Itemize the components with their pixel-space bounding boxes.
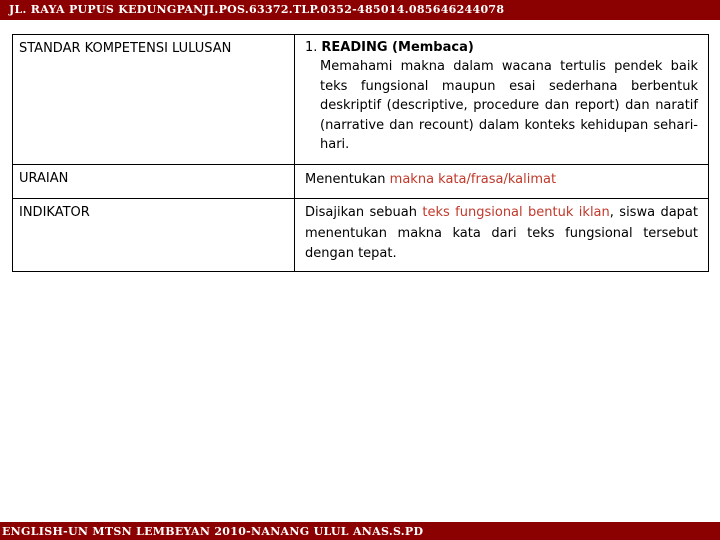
uraian-label: URAIAN bbox=[13, 165, 295, 199]
table-row-skl bbox=[13, 35, 709, 165]
indikator-label: INDIKATOR bbox=[13, 199, 295, 272]
uraian-highlight: makna kata/frasa/kalimat bbox=[389, 172, 557, 187]
indikator-suffix: , siswa dapat menentukan makna kata dari teks fungsional tersebut dengan tepat. bbox=[305, 205, 698, 261]
reading-title: READING (Membaca) bbox=[321, 40, 474, 55]
reading-heading bbox=[305, 39, 698, 57]
reading-description: Memahami makna dalam wacana tertulis pendek baik teks fungsional maupun esai sederhana berbentuk deskriptif (descriptive, procedure dan report) dan naratif (narrative dan recount) dalam konteks kehidupan sehari-hari. bbox=[320, 59, 698, 152]
indikator-highlight: teks fungsional bentuk iklan bbox=[422, 205, 610, 220]
skl-content bbox=[295, 35, 709, 165]
header-address: JL. RAYA PUPUS KEDUNGPANJI.POS.63372.TLP.0352-485014.085646244078 bbox=[9, 3, 505, 16]
uraian-text bbox=[305, 169, 698, 189]
table-row-uraian bbox=[13, 165, 709, 199]
indikator-prefix: Disajikan sebuah bbox=[305, 205, 423, 220]
footer-text: ENGLISH-UN MTSN LEMBEYAN 2010-NANANG ULUL ANAS.S.PD bbox=[2, 525, 424, 538]
uraian-content bbox=[295, 165, 709, 199]
skl-label: STANDAR KOMPETENSI LULUSAN bbox=[13, 35, 295, 165]
table-row-indikator bbox=[13, 199, 709, 272]
footer-bar bbox=[0, 522, 720, 540]
uraian-prefix: Menentukan bbox=[305, 172, 390, 187]
header-bar bbox=[0, 0, 720, 20]
competency-table bbox=[12, 34, 709, 272]
indikator-content bbox=[295, 199, 709, 272]
indikator-text bbox=[305, 203, 698, 265]
reading-number: 1. bbox=[305, 40, 318, 55]
